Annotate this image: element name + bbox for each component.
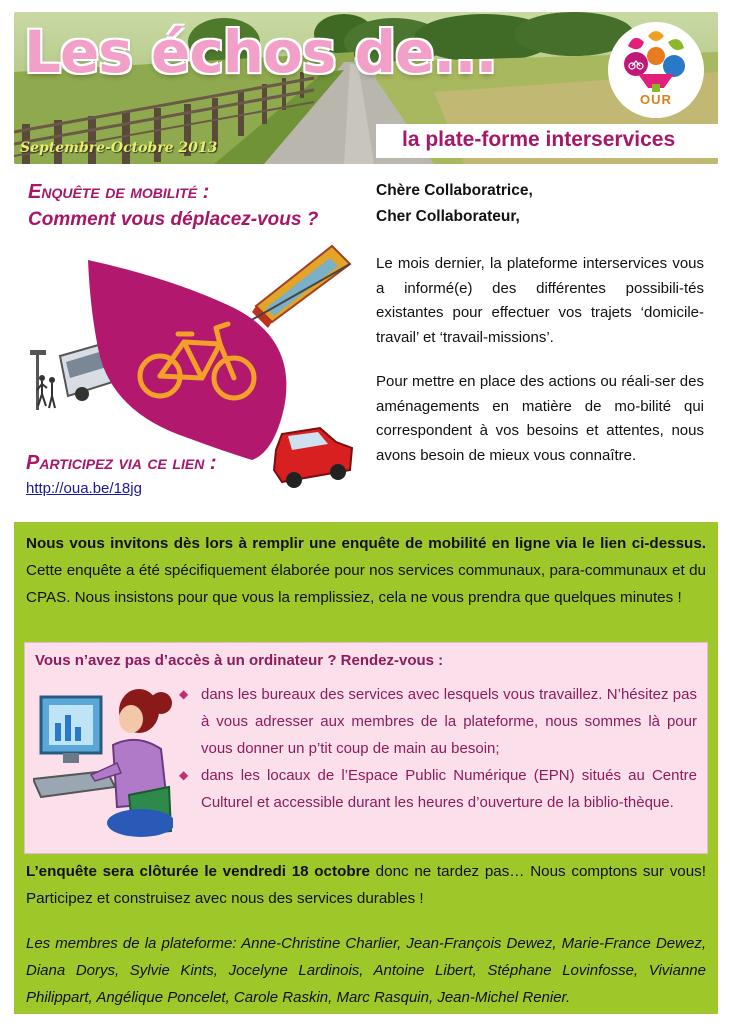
participate-label: Participez via ce lien :	[26, 452, 217, 474]
letter-paragraph-2: Pour mettre en place des actions ou réali-ser des aménagements en matière de mo-bilité qui correspondent à vos besoins et attentes, nous avons besoin de mieux vous connaître.	[376, 373, 704, 464]
list-item	[173, 681, 697, 762]
invitation-paragraph	[26, 530, 706, 611]
newsletter-title: Les échos de...	[24, 18, 497, 86]
invitation-box	[14, 522, 718, 1014]
newsletter-subtitle: la plate-forme interservices	[376, 124, 718, 158]
list-item-text: dans les locaux de l’Espace Public Numérique (EPN) situés au Centre Culturel et accessible durant les heures d’ouverture de la biblio-thèque.	[201, 767, 697, 811]
list-item-text: dans les bureaux des services avec lesquels vous travaillez. N’hésitez pas à vous adresser aux membres de la plateforme, nous sommes là pour vous donner un p’tit coup de main au besoin;	[201, 686, 697, 757]
closing-text: donc ne tardez pas… Nous comptons sur vous! Participez et construisez avec nous des services durables !	[26, 863, 706, 907]
header-banner	[14, 12, 718, 164]
letter-paragraph-1: Le mois dernier, la plateforme interservices vous a informé(e) des différentes possibili-tés existantes pour effectuer vos trajets ‘domicile-travail’ et ‘travail-missions’.	[376, 255, 704, 346]
survey-link[interactable]: http://oua.be/18jg	[26, 480, 142, 497]
salutation-line1: Chère Collaboratrice,	[376, 182, 533, 199]
invitation-text: Cette enquête a été spécifiquement élaborée pour nos services communaux, para-communaux et du CPAS. Nous insistons pour que vous la remplissiez, cela ne vous prendra que quelques minutes !	[26, 562, 706, 606]
invitation-bold-text: Nous vous invitons dès lors à remplir une enquête de mobilité en ligne via le lien ci-dessus.	[26, 535, 706, 552]
closing-paragraph	[26, 858, 706, 912]
no-computer-heading: Vous n’avez pas d’accès à un ordinateur ? Rendez-vous :	[35, 652, 444, 669]
train-icon	[248, 246, 350, 328]
survey-heading-line2: Comment vous déplacez-vous ?	[28, 209, 319, 230]
survey-heading	[28, 178, 358, 234]
salutation-line2: Cher Collaborateur,	[376, 208, 520, 225]
organization-logo	[608, 22, 704, 118]
pedestrian-icon	[30, 350, 55, 410]
computer-user-icon	[33, 683, 173, 843]
logo-text: OUR	[640, 92, 672, 107]
location-list	[173, 681, 697, 816]
diamond-bullet-icon: ◆	[179, 687, 189, 701]
closing-bold-text: L’enquête sera clôturée le vendredi 18 octobre	[26, 863, 370, 880]
issue-date: Septembre-Octobre 2013	[20, 140, 218, 156]
letter-section	[376, 178, 704, 488]
no-computer-box	[24, 642, 708, 854]
car-icon	[274, 428, 352, 488]
diamond-bullet-icon: ◆	[179, 768, 189, 782]
members-list: Les membres de la plateforme: Anne-Christine Charlier, Jean-François Dewez, Marie-France Dewez, Diana Dorys, Sylvie Kints, Jocelyne Lardinois, Antoine Libert, Stéphane Lovinfosse, Vivianne Philippart, Angélique Poncelet, Carole Raskin, Marc Rasquin, Jean-Michel Renier.	[26, 935, 706, 1006]
survey-heading-line1: Enquête de mobilité :	[28, 181, 210, 203]
salutation	[376, 178, 704, 230]
list-item	[173, 762, 697, 816]
